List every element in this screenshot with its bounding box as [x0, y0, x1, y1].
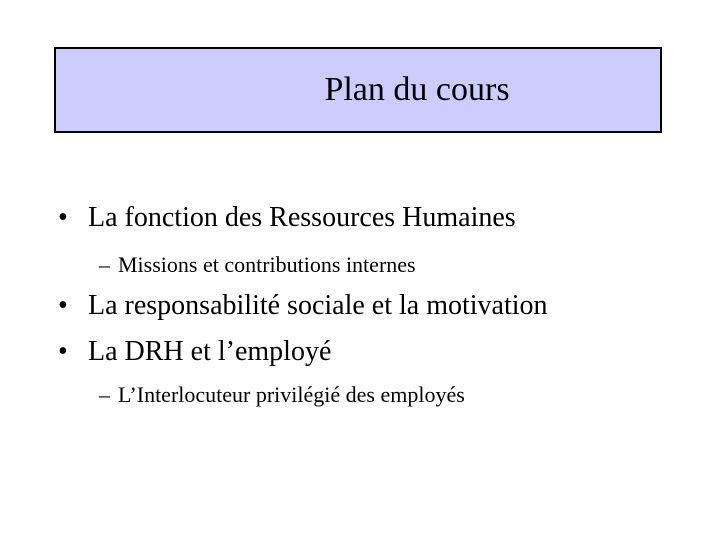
dash-marker: –	[99, 382, 110, 407]
sub-bullet-item-1	[99, 252, 416, 278]
bullet-marker: •	[58, 202, 68, 233]
sub-bullet-text: L’Interlocuteur privilégié des employés	[118, 382, 465, 407]
dash-marker: –	[99, 252, 110, 277]
bullet-text: La DRH et l’employé	[88, 336, 332, 367]
bullet-text: La fonction des Ressources Humaines	[88, 202, 516, 233]
sub-bullet-item-2	[99, 382, 465, 408]
slide-title: Plan du cours	[324, 71, 510, 108]
bullet-item-1	[58, 202, 516, 234]
bullet-marker: •	[58, 336, 68, 367]
sub-bullet-text: Missions et contributions internes	[118, 252, 416, 277]
bullet-text: La responsabilité sociale et la motivation	[88, 290, 548, 321]
bullet-marker: •	[58, 290, 68, 321]
bullet-item-3	[58, 336, 331, 368]
bullet-item-2	[58, 290, 548, 322]
